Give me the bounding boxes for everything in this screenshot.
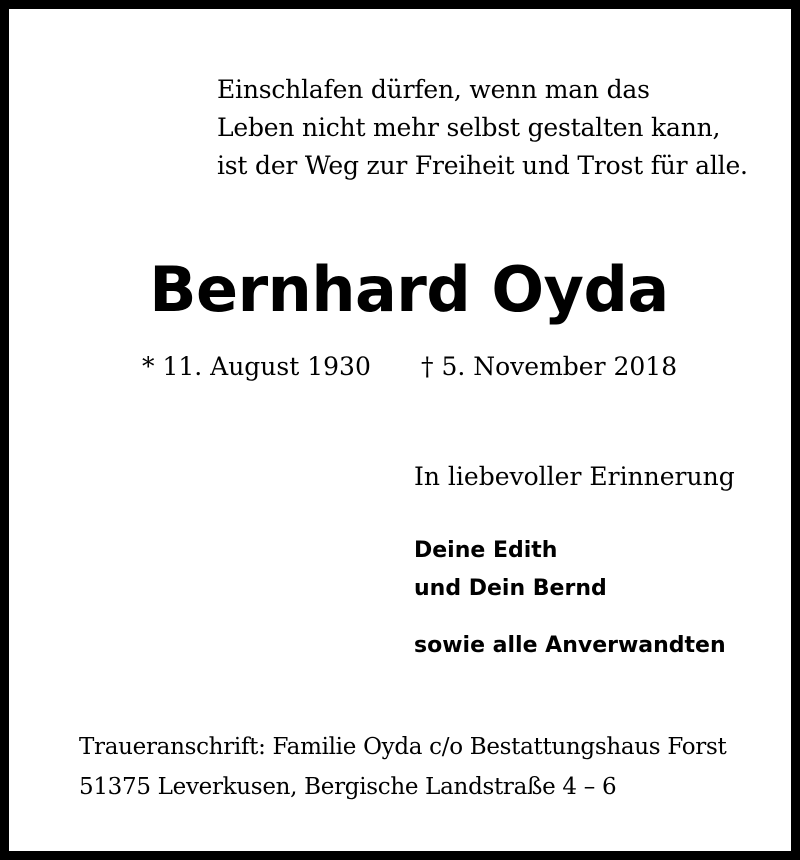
poem-line-2: Leben nicht mehr selbst gestalten kann, [217,113,721,142]
address-line-2: 51375 Leverkusen, Bergische Landstraße 4 – 6 [79,774,617,800]
memory-line: In liebevoller Erinnerung [414,462,735,491]
birth-date: * 11. August 1930 [142,352,371,381]
relatives-line: sowie alle Anverwandten [414,633,726,658]
poem [217,71,777,185]
family-line-1: Deine Edith [414,538,558,563]
death-date: † 5. November 2018 [421,352,678,381]
family-line-2: und Dein Bernd [414,576,607,601]
poem-line-3: ist der Weg zur Freiheit und Trost für alle. [217,151,748,180]
mourning-address [79,727,779,807]
poem-line-1: Einschlafen dürfen, wenn man das [217,75,650,104]
family-signature [414,532,607,608]
address-line-1: Traueranschrift: Familie Oyda c/o Bestattungshaus Forst [79,734,727,760]
deceased-name: Bernhard Oyda [149,253,669,326]
